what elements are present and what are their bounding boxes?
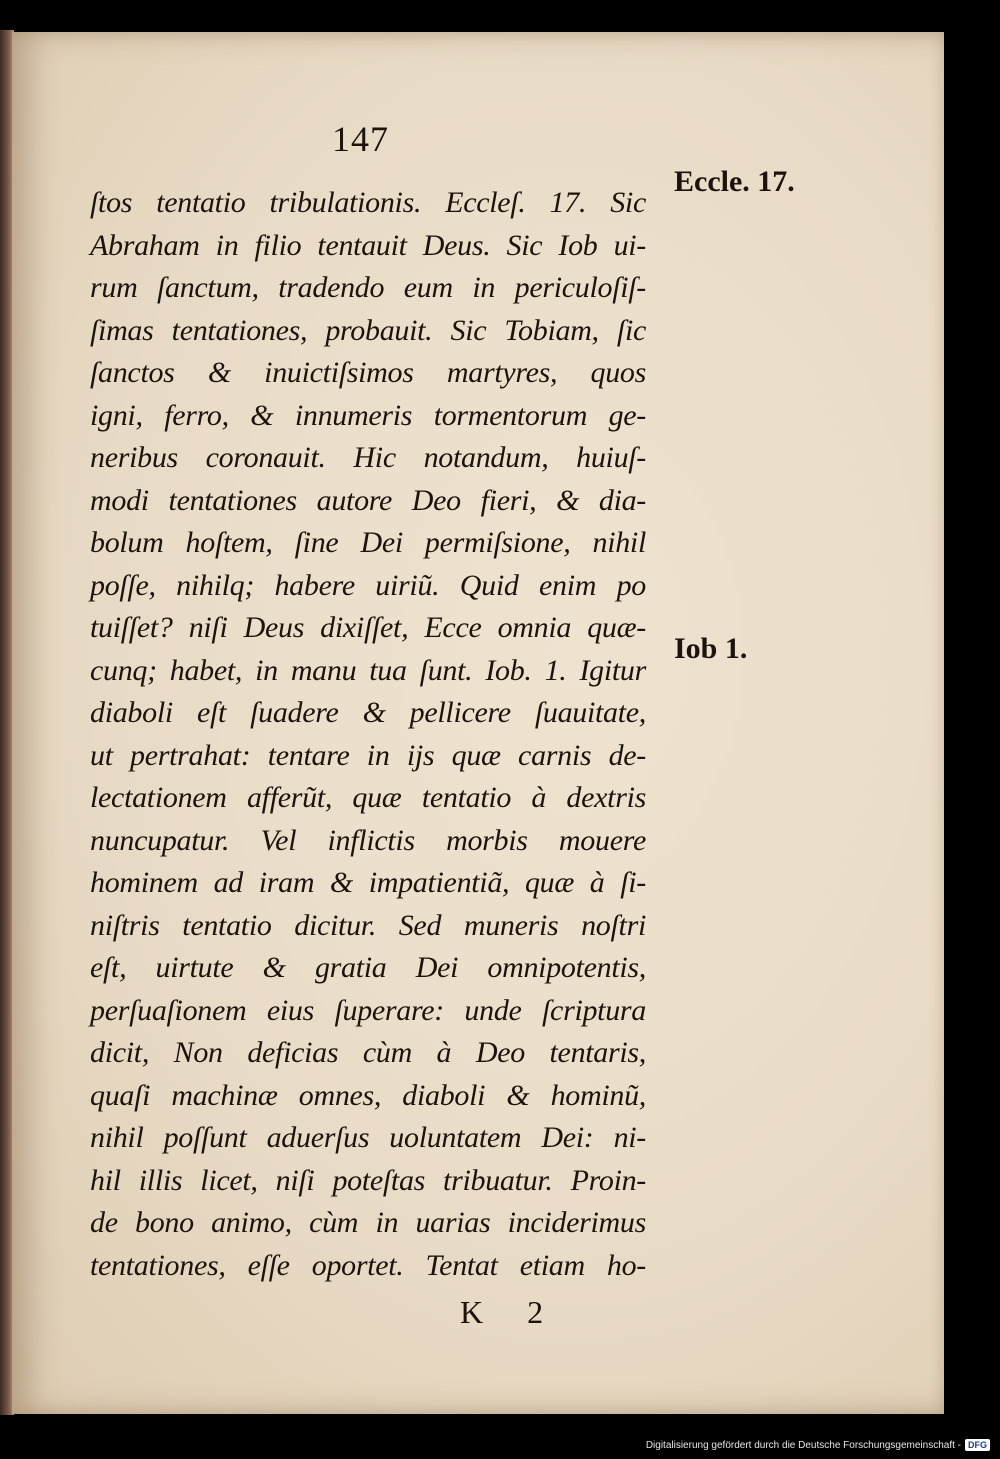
footer-credit: Digitalisierung gefördert durch die Deutsche Forschungsgemeinschaft -	[645, 1439, 961, 1451]
text-line: poſſe, nihilq; habere uiriũ. Quid enim po	[90, 568, 646, 602]
text-line: niſtris tentatio dicitur. Sed muneris noſtri	[90, 908, 646, 942]
text-line: quaſi machinæ omnes, diaboli & hominũ,	[90, 1078, 646, 1112]
text-line: rum ſanctum, tradendo eum in periculoſiſ-	[90, 271, 646, 304]
digitization-footer	[646, 1439, 990, 1451]
page-number: 147	[332, 119, 389, 159]
book-page	[12, 32, 944, 1414]
text-line: modi tentationes autore Deo fieri, & dia-	[90, 483, 646, 517]
text-line: ſtos tentatio tribulationis. Eccleſ. 17. Sic	[90, 186, 646, 219]
text-line: ſanctos & inuictiſsimos martyres, quos	[90, 356, 646, 389]
text-line: hil illis licet, niſi poteſtas tribuatur. Proin-	[90, 1163, 646, 1197]
margin-note-eccle: Eccle. 17.	[674, 165, 795, 198]
text-line: ſimas tentationes, probauit. Sic Tobiam, ſic	[90, 313, 646, 347]
text-line: diaboli eſt ſuadere & pellicere ſuauitate,	[90, 696, 646, 729]
main-text-block	[90, 182, 646, 1287]
text-line: cunq; habet, in manu tua ſunt. Iob. 1. Igitur	[90, 653, 646, 687]
text-line: hominem ad iram & impatientiã, quæ à ſi-	[90, 866, 646, 899]
text-line: Abraham in filio tentauit Deus. Sic Iob ui-	[90, 228, 646, 262]
margin-note-iob: Iob 1.	[674, 632, 748, 665]
text-line: eſt, uirtute & gratia Dei omnipotentis,	[90, 951, 646, 984]
text-line: de bono animo, cùm in uarias inciderimus	[90, 1206, 646, 1239]
dfg-logo-icon: DFG	[965, 1439, 990, 1451]
text-line: neribus coronauit. Hic notandum, huiuſ-	[90, 441, 646, 474]
text-line: lectationem afferũt, quæ tentatio à dextris	[90, 781, 646, 814]
signature-mark: K 2	[460, 1294, 562, 1330]
text-line: tentationes, eſſe oportet. Tentat etiam ho-	[90, 1248, 646, 1282]
text-line: tuiſſet? niſi Deus dixiſſet, Ecce omnia quæ-	[90, 611, 646, 644]
text-line: dicit, Non deficias cùm à Deo tentaris,	[90, 1036, 646, 1069]
text-line: nuncupatur. Vel inflictis morbis mouere	[90, 823, 646, 857]
text-line: ut pertrahat: tentare in ijs quæ carnis de-	[90, 738, 646, 772]
text-line: nihil poſſunt aduerſus uoluntatem Dei: ni-	[90, 1121, 646, 1154]
text-line: perſuaſionem eius ſuperare: unde ſcriptura	[90, 993, 646, 1027]
text-line: igni, ferro, & innumeris tormentorum ge-	[90, 398, 646, 432]
text-line: bolum hoſtem, ſine Dei permiſsione, nihil	[90, 526, 646, 559]
